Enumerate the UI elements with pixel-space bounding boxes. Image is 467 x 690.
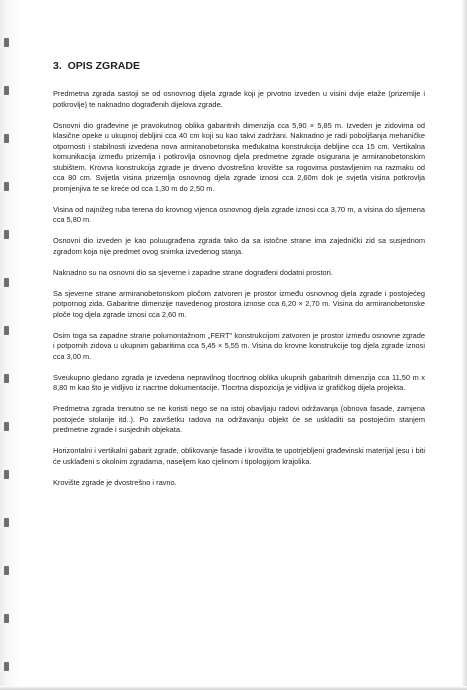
binding-hole [4,518,9,527]
binding-hole [4,38,9,47]
binding-hole [4,422,9,431]
paragraph-height: Visina od najnižeg ruba terena do krovnog vijenca osnovnog djela zgrade iznosi cca 3,70 m, a visina do sljemena cca 5,80 m. [53,204,425,224]
binding-hole [4,614,9,623]
paragraph-semi-detached: Osnovni dio izveden je kao poluugrađena zgrada tako da sa istočne strane ima zajednički zid sa susjednom zgradom koja nije predmet ovog snimka izvedenog stanja. [53,236,425,256]
binding-hole [4,278,9,287]
binding-hole [4,230,9,239]
paragraph-extensions: Naknadno su na osnovni dio sa sjeverne i zapadne strane dograđeni dodatni prostori. [53,267,333,277]
paragraph-roof: Krovište zgrade je dvostrešno i ravno. [53,477,177,487]
paragraph-current-use: Predmetna zgrada trenutno se ne koristi nego se na istoj obavljaju radovi održavanja (obnova fasade, zamjena postojeće stolarije itd..). Po završetku radova na održavanju objekt će se uskladiti sa postojećim stanjem predmetne zgrade i susjednih objekata. [53,404,425,434]
binding-hole [4,662,9,671]
paragraph-intro: Predmetna zgrada sastoji se od osnovnog dijela zgrade koji je prvotno izveden u visini dvije etaže (prizemlje i potkrovlje) te naknadno dograđenih dijelova zgrade. [53,89,425,109]
binding-hole [4,86,9,95]
page-bottom-shadow [0,686,467,690]
binding-hole [4,326,9,335]
paragraph-west-extension: Osim toga sa zapadne strane polumontažnom „FERT" konstrukcijom zatvoren je prostor između osnovne zgrade i potpornih zidova u ukupnim gabaritima cca 5,45 × 5,55 m. Visina do krovne konstrukcije tog djela zgrade iznosi cca 3,00 m. [53,330,425,361]
binding-hole [4,134,9,143]
binding-edge [0,0,22,690]
paragraph-overall-dimensions: Sveukupno gledano zgrada je izvedena nepravilnog tlocrtnog oblika ukupnih gabaritnih dimenzija cca 11,50 m x 8,80 m kao što je vidljivo iz nacrtne dokumentacije. Tlocrtna dispozicija je vidljiva iz grafičkog dijela projekta. [53,372,425,392]
section-number: 3. [53,60,62,72]
binding-hole [4,182,9,191]
binding-hole [4,566,9,575]
paragraph-main-part: Osnovni dio građevine je pravokutnog oblika gabaritnih dimenzija cca 5,90 × 5,85 m. Izveden je zidovima od klasične opeke u ukupnoj debljini cca 40 cm koji su kao takvi zadržani. Naknadno je radi poboljšanja mehaničke otpornosti i stabilnosti izvedena nova armiranobetonska međukatna konstrukcija debljine cca 15 cm. Vertikalna komunikacija između prizemlja i potkrovlja osnovnog djela predmetne zgrade osigurana je armiranobetonskim stubištem. Krovna konstrukcija zgrade je drveno dvostrešno krovište sa rogovima postavljenim na razmaku od cca 80 cm. Svijetla visina prizemlja osnovnog djela zgrade iznosi cca 2,60m dok je svjetla visina potkrovlja promjenjiva te se kreće od cca 1,30 m do 2,50 m. [53,120,425,193]
section-title: OPIS ZGRADE [67,60,140,72]
paragraph-harmonization: Horizontalni i vertikalni gabarit zgrade, oblikovanje fasade i krovišta te upotrjebljeni građevinski materijal jesu i biti će usklađeni s okolnim zgradama, naseljem kao cjelinom i tipologijom krajolika. [53,446,425,466]
binding-hole [4,374,9,383]
binding-hole [4,470,9,479]
page-edge-shadow [461,0,467,690]
section-heading [53,60,425,72]
document-body [53,60,425,499]
paragraph-north-extension: Sa sjeverne strane armiranobetonskom pločom zatvoren je prostor između osnovnog djela zgrade i postojećeg potpornog zida. Gabaritne dimenzije navedenog prostora iznose cca 6,20 × 2,70 m. Visina do armiranobetonske ploče tog djela zgrade iznosi cca 2,60 m. [53,288,425,319]
